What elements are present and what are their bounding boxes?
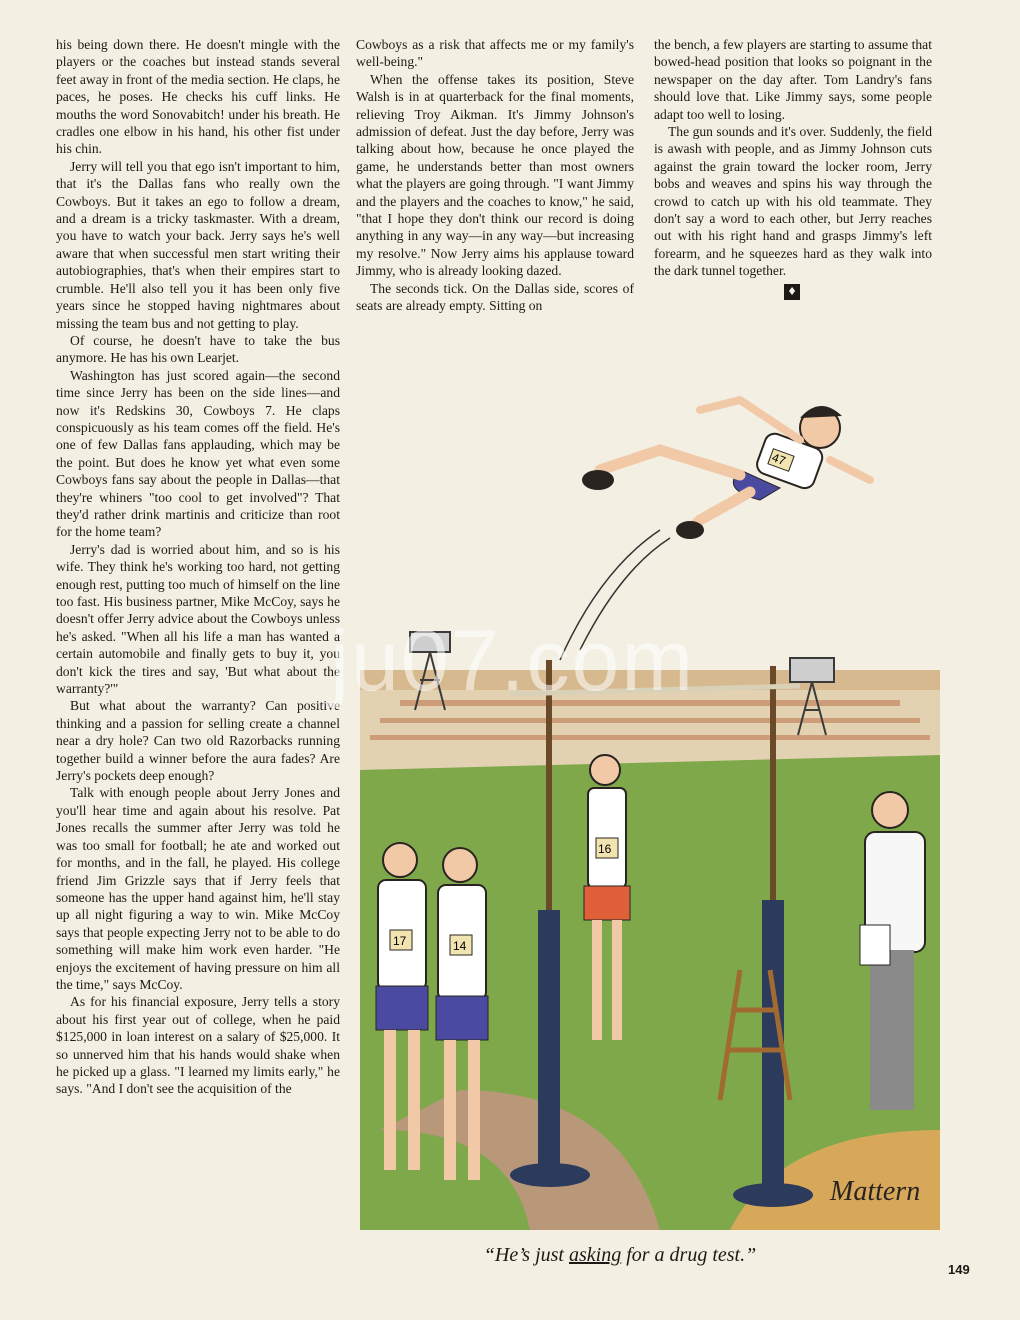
- cartoon-caption: [360, 1244, 880, 1267]
- paragraph: The seconds tick. On the Dallas side, scores of seats are already empty. Sitting on: [356, 280, 634, 314]
- paragraph: As for his financial exposure, Jerry tells a story about his first year out of college, when he paid $125,000 in loan interest on a salary of $25,000. It so unnerved him that his hands would shake when he picked up a glass. "I learned my limits early," he says. "And I don't see the acquisition of the: [56, 994, 340, 1097]
- paragraph: the bench, a few players are starting to assume that bowed-head position that looks so poignant in the newspaper on the day after. Tom Landry's fans should love that. Like Jimmy says, some people adapt too well to losing.: [654, 37, 932, 122]
- paragraph: But what about the warranty? Can positive thinking and a passion for selling create a channel near a dry hole? Can two old Razorbacks running together build a winner before the aura fades? Are Jerry's pockets deep enough?: [56, 698, 340, 784]
- athlete-bib: 16: [598, 842, 612, 856]
- rabbit-logo-icon: ♦: [784, 284, 800, 300]
- article-column-2: [356, 36, 634, 315]
- article-column-3: [654, 36, 932, 300]
- paragraph: When the offense takes its position, Steve Walsh is in at quarterback for the final moments, relieving Troy Aikman. It's Jimmy Johnson's admission of defeat. Just the day before, Jerry was talking about how, because he once played the game, he understands better than most owners what the players are going through. "I want Jimmy and the players and the coaches to know," he said, "that I hope they don't think our record is doing anything in any way—in any way—but increasing my resolve." Now Jerry aims his applause toward Jimmy, who is already looking dazed.: [356, 71, 634, 279]
- athlete-bib: 17: [393, 934, 407, 948]
- page-number: 149: [948, 1262, 970, 1277]
- caption-part: for a drug test.”: [621, 1244, 757, 1266]
- watermark-text: ju07.com: [330, 613, 695, 709]
- paragraph: Jerry will tell you that ego isn't important to him, that it's the Dallas fans who really own the Cowboys. But it takes an ego to follow a dream, and a dream is a tricky taskmaster. With a dream, you have to watch your back. Jerry says he's well aware that when successful men start writing their autobiographies, that's when their empires start to crumble. He'll also tell you it has been only five years since he stopped having nightmares about missing the team bus and not getting to play.: [56, 158, 340, 331]
- paragraph: Of course, he doesn't have to take the bus anymore. He has his own Learjet.: [56, 332, 340, 366]
- high-jumper: [582, 400, 870, 539]
- athlete-bib: 14: [453, 939, 467, 953]
- paragraph: Jerry's dad is worried about him, and so is his wife. They think he's working too hard, not getting enough rest, putting too much of himself on the line too fast. His business partner, Mike McCoy, says he doesn't offer Jerry advice about the Cowboys unless he's asked. "When all his life a man has wanted a certain automobile and finally gets to buy it, you don't kick the tires and say, 'But what about the warranty?'": [56, 541, 340, 697]
- jumper-bib: 47: [770, 450, 788, 469]
- paragraph: his being down there. He doesn't mingle with the players or the coaches but instead stands several feet away in front of the media section. He claps, he paces, he poses. He checks his cuff links. He mouths the word Sonovabitch! under his breath. He cradles one elbow in his hand, his other fist under his chin.: [56, 37, 340, 157]
- paragraph: Cowboys as a risk that affects me or my family's well-being.": [356, 37, 634, 70]
- cartoon-illustration: [360, 370, 940, 1230]
- artist-signature: Mattern: [830, 1176, 921, 1207]
- paragraph: Talk with enough people about Jerry Jones and you'll hear time and again about his resolve. Pat Jones recalls the summer after Jerry was told he was too small for football; he ate and worked out for months, and in the fall, he played. His college friend Jim Grizzle says that if Jerry feels that someone has the upper hand against him, he'll stay up all night figuring a way to win. Mike McCoy says that people expecting Jerry not to be able to do something will make him work even harder. "He enjoys the excitement of having pressure on him all the time," says McCoy.: [56, 785, 340, 992]
- article-column-1: [56, 36, 340, 1098]
- paragraph: Washington has just scored again—the second time since Jerry has been on the side lines—and now it's Redskins 30, Cowboys 7. He claps conspicuously as his team comes off the field. He's one of few Dallas fans applauding, which may be the point. But does he know yet what even some Cowboys fans say about the people in Dallas—that they're whiners "too cool to get involved"? That they'd rather drink martinis and criticize than root for the home team?: [56, 367, 340, 540]
- caption-part: “He’s just: [483, 1244, 569, 1266]
- paragraph: The gun sounds and it's over. Suddenly, the field is awash with people, and as Jimmy Johnson cuts against the grain toward the locker room, Jerry bobs and weaves and spins his way through the crowd to catch up with his old teammate. They don't say a word to each other, but Jerry reaches out with his right hand and grasps Jimmy's left forearm, and he squeezes hard as they walk into the dark tunnel together.: [654, 124, 932, 279]
- caption-underlined-word: asking: [568, 1244, 622, 1266]
